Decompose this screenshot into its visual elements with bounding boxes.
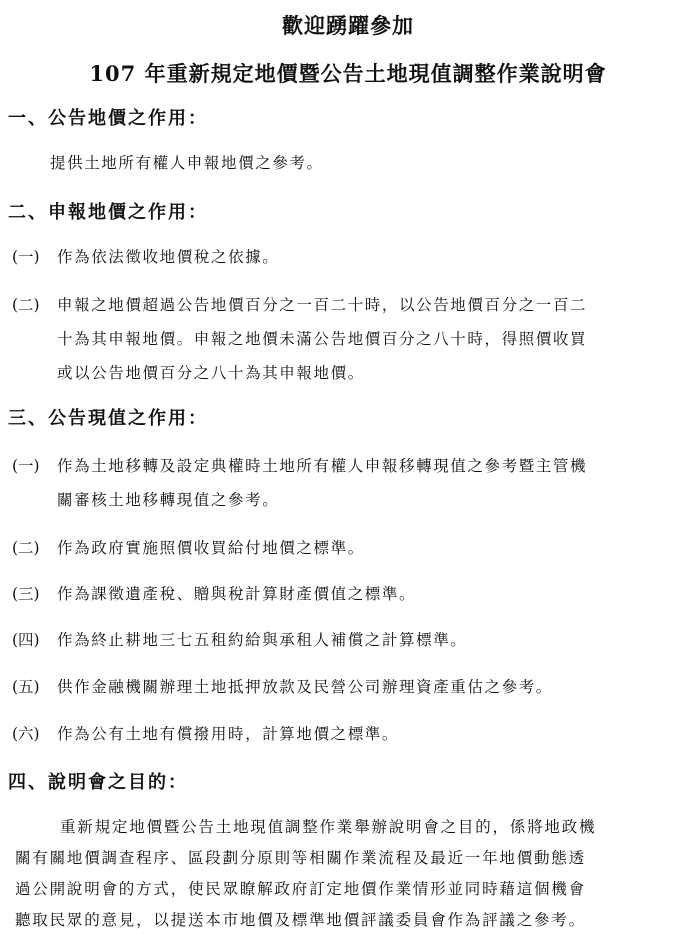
item-line: 作為政府實施照價收買給付地價之標準。 <box>57 539 365 557</box>
item-number: (五) <box>12 678 40 696</box>
item-line: 作為課徵遺產稅、贈與稅計算財產價值之標準。 <box>57 585 417 603</box>
paragraph-line: 聽取民眾的意見，以提送本市地價及標準地價評議委員會作為評議之參考。 <box>15 911 586 929</box>
item-line: 關審核土地移轉現值之參考。 <box>57 491 280 509</box>
item-number: (二) <box>12 296 40 314</box>
item-number: (六) <box>12 725 40 743</box>
item-line: 作為依法徵收地價稅之依據。 <box>57 248 280 266</box>
item-line: 供作金融機關辦理土地抵押放款及民營公司辦理資產重估之參考。 <box>57 678 553 696</box>
item-line: 作為公有土地有償撥用時，計算地價之標準。 <box>57 725 400 743</box>
paragraph-line: 重新規定地價暨公告土地現值調整作業舉辦說明會之目的，係將地政機 <box>60 818 597 836</box>
section-1-heading: 一、公告地價之作用： <box>8 108 208 129</box>
item-number: (一) <box>12 248 40 266</box>
item-number: (三) <box>12 585 40 603</box>
paragraph-line: 關有關地價調查程序、區段劃分原則等相關作業流程及最近一年地價動態透 <box>15 849 586 867</box>
item-line: 或以公告地價百分之八十為其申報地價。 <box>57 364 365 382</box>
item-number: (四) <box>12 631 40 649</box>
section-4-heading: 四、說明會之目的： <box>8 772 188 793</box>
item-line: 作為土地移轉及設定典權時土地所有權人申報移轉現值之參考暨主管機 <box>57 457 588 475</box>
section-4-paragraph <box>15 812 596 936</box>
section-1-text: 提供土地所有權人申報地價之參考。 <box>50 154 324 172</box>
item-line: 作為終止耕地三七五租約給與承租人補償之計算標準。 <box>57 631 468 649</box>
section-2-heading: 二、申報地價之作用： <box>8 202 208 223</box>
invitation-title: 歡迎踴躍參加 <box>282 13 414 38</box>
section-3-heading: 三、公告現值之作用： <box>8 408 208 429</box>
item-line: 申報之地價超過公告地價百分之一百二十時，以公告地價百分之一百二 <box>57 296 588 314</box>
paragraph-line: 過公開說明會的方式，使民眾瞭解政府訂定地價作業情形並同時藉這個機會 <box>15 880 586 898</box>
item-number: (一) <box>12 457 40 475</box>
item-line: 十為其申報地價。申報之地價未滿公告地價百分之八十時，得照價收買 <box>57 330 588 348</box>
session-title: 107 年重新規定地價暨公告土地現值調整作業說明會 <box>89 61 607 86</box>
item-number: (二) <box>12 539 40 557</box>
